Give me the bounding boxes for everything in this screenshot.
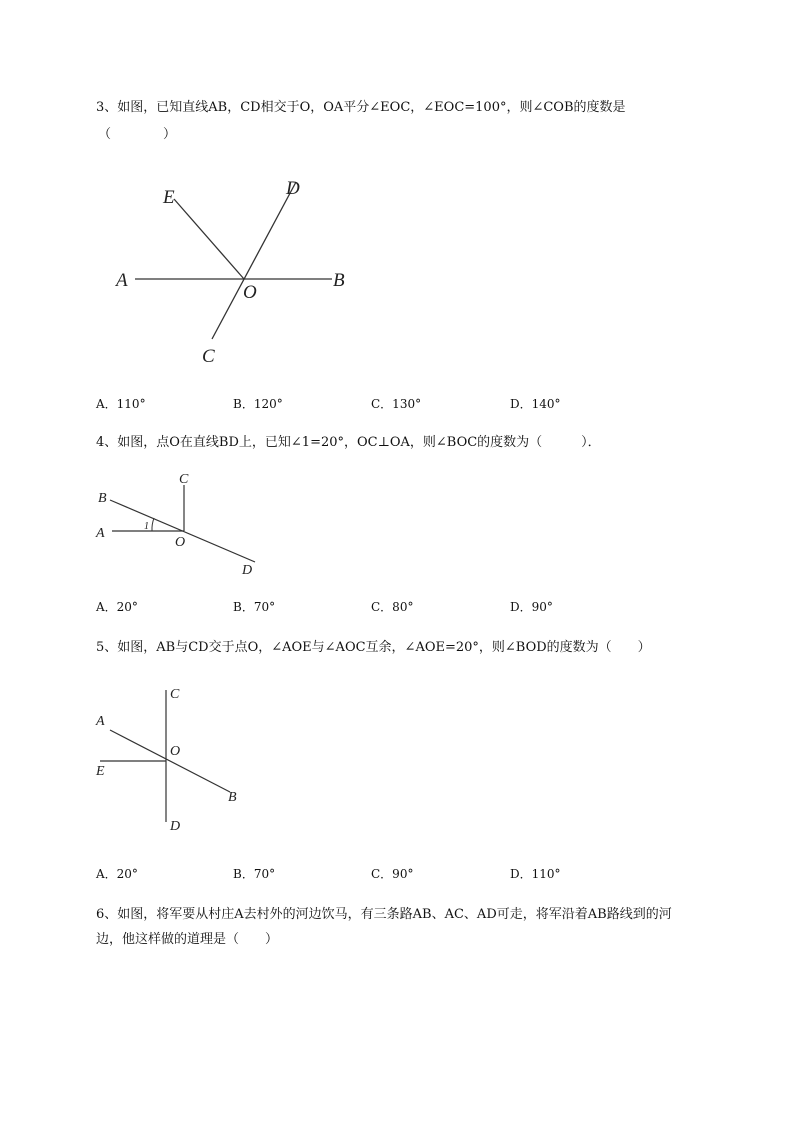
label-a: A (96, 526, 105, 541)
question-5-option-b[interactable]: B．70° (233, 867, 276, 881)
label-c: C (170, 687, 180, 702)
label-o: O (170, 744, 181, 759)
ray-oe (174, 199, 244, 279)
label-o: O (243, 282, 257, 303)
question-4-option-b[interactable]: B．70° (233, 600, 276, 614)
question-4-option-c[interactable]: C．80° (371, 600, 414, 614)
question-3-figure (110, 172, 360, 372)
label-e: E (96, 764, 105, 779)
question-3-option-a[interactable]: A．110° (96, 397, 146, 411)
question-4-option-d[interactable]: D．90° (510, 600, 553, 614)
label-c: C (202, 346, 215, 367)
label-d: D (170, 819, 181, 834)
question-3-option-b[interactable]: B．120° (233, 397, 283, 411)
label-o: O (175, 535, 186, 550)
label-a: A (116, 270, 128, 291)
label-b: B (228, 790, 237, 805)
question-3-stem: 3、如图，已知直线AB，CD相交于O，OA平分∠EOC，∠EOC=100°，则∠COB的度数是 (96, 100, 626, 115)
question-5-figure (90, 680, 250, 840)
question-5-option-c[interactable]: C．90° (371, 867, 414, 881)
question-4-option-a[interactable]: A．20° (96, 600, 138, 614)
angle-1-arc (152, 518, 154, 531)
question-3-option-c[interactable]: C．130° (371, 397, 422, 411)
question-6-stem-line-1: 6、如图，将军要从村庄A去村外的河边饮马，有三条路AB、AC、AD可走，将军沿着AB路线到的河 (96, 907, 672, 922)
label-b: B (333, 270, 345, 291)
label-c: C (179, 472, 189, 487)
question-3-option-d[interactable]: D．140° (510, 397, 561, 411)
label-angle-1: 1 (144, 521, 149, 532)
question-3-answer-paren: （ ） (98, 127, 177, 142)
question-4-figure (92, 470, 272, 580)
label-b: B (98, 491, 107, 506)
question-5-stem: 5、如图，AB与CD交于点O，∠AOE与∠AOC互余，∠AOE=20°，则∠BOD的度数为（ ） (96, 640, 651, 655)
label-d: D (242, 563, 253, 578)
question-5-option-a[interactable]: A．20° (96, 867, 138, 881)
label-d: D (286, 178, 300, 199)
label-a: A (96, 714, 105, 729)
question-6-stem-line-2: 边，他这样做的道理是（ ） (96, 932, 279, 947)
label-e: E (163, 187, 175, 208)
line-cd (212, 182, 296, 339)
question-4-stem: 4、如图，点O在直线BD上，已知∠1=20°，OC⊥OA，则∠BOC的度数为（ ）． (96, 435, 601, 450)
question-5-option-d[interactable]: D．110° (510, 867, 561, 881)
